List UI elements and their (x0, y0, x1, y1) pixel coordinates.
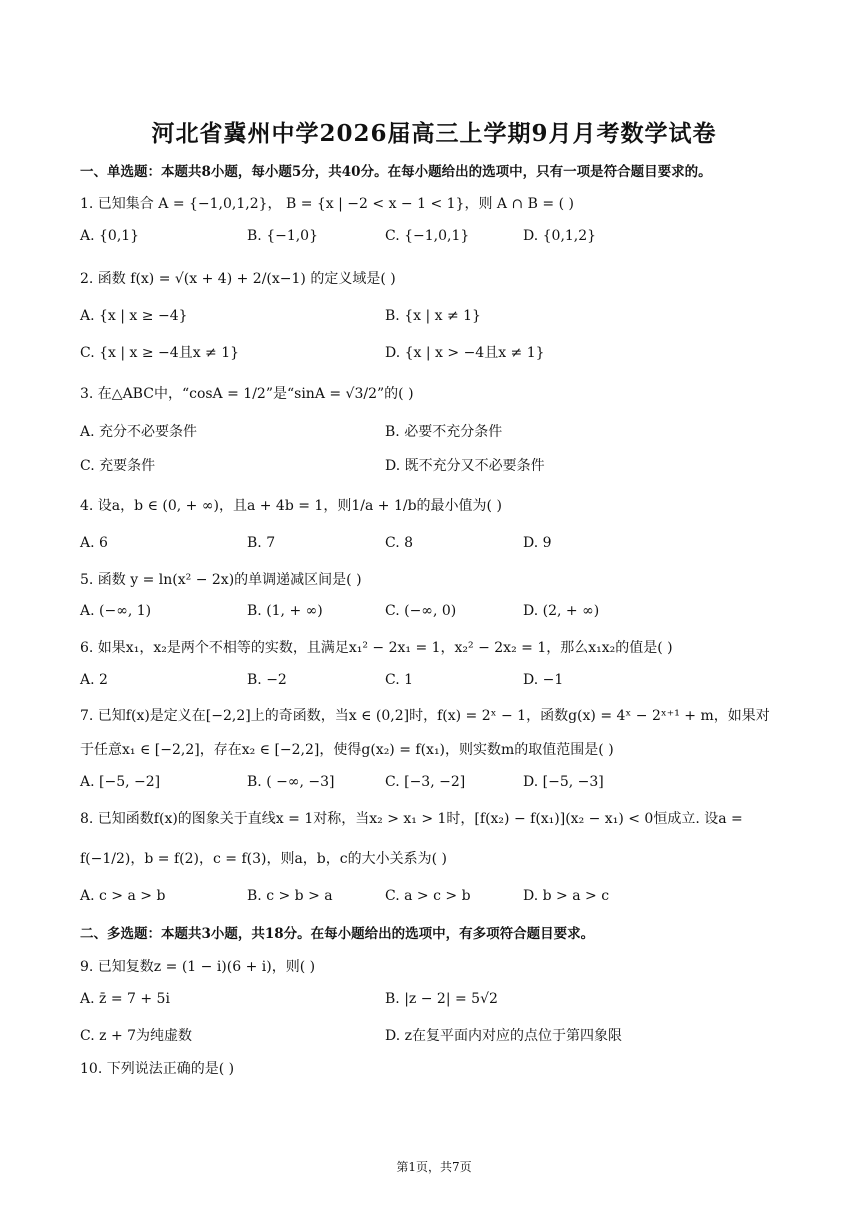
q2-option-d: D. {x | x > −4且x ≠ 1} (385, 345, 545, 361)
q6-option-b: B. −2 (247, 672, 287, 688)
q4-option-c: C. 8 (385, 535, 414, 551)
q7-option-b: B. ( −∞, −3] (247, 774, 335, 790)
q9-option-b: B. |z − 2| = 5√2 (385, 991, 498, 1007)
q4-option-b: B. 7 (247, 535, 276, 551)
q4-option-a: A. 6 (80, 535, 108, 551)
q1-option-d: D. {0,1,2} (523, 228, 597, 244)
q4-option-d: D. 9 (523, 535, 552, 551)
q5-option-d: D. (2, + ∞) (523, 603, 600, 619)
q6-option-d: D. −1 (523, 672, 564, 688)
q7-option-a: A. [−5, −2] (80, 774, 161, 790)
q9-option-c: C. z + 7为纯虚数 (80, 1028, 193, 1044)
section-2-header: 二、多选题：本题共3小题，共18分。在每小题给出的选项中，有多项符合题目要求。 (80, 926, 595, 942)
question-10: 10. 下列说法正确的是( ) (80, 1061, 235, 1077)
question-3: 3. 在△ABC中，“cosA = 1/2”是“sinA = √3/2”的( ) (80, 386, 414, 402)
q2-option-b: B. {x | x ≠ 1} (385, 308, 481, 324)
q7-option-c: C. [−3, −2] (385, 774, 466, 790)
exam-title: 河北省冀州中学2026届高三上学期9月月考数学试卷 (151, 120, 717, 147)
q5-option-b: B. (1, + ∞) (247, 603, 323, 619)
q9-option-d: D. z在复平面内对应的点位于第四象限 (385, 1028, 623, 1044)
q3-option-b: B. 必要不充分条件 (385, 424, 503, 440)
q6-option-a: A. 2 (80, 672, 108, 688)
q9-option-a: A. z̄ = 7 + 5i (80, 991, 170, 1007)
q5-option-a: A. (−∞, 1) (80, 603, 152, 619)
question-7-line-2: 于任意x₁ ∈ [−2,2]，存在x₂ ∈ [−2,2]，使得g(x₂) = f(x₁)，则实数m的取值范围是( ) (80, 742, 614, 758)
question-2: 2. 函数 f(x) = √(x + 4) + 2/(x−1) 的定义域是( ) (80, 271, 396, 287)
question-9: 9. 已知复数z = (1 − i)(6 + i)，则( ) (80, 959, 316, 975)
q2-option-c: C. {x | x ≥ −4且x ≠ 1} (80, 345, 240, 361)
q2-option-a: A. {x | x ≥ −4} (80, 308, 188, 324)
q7-option-d: D. [−5, −3] (523, 774, 604, 790)
q8-option-c: C. a > c > b (385, 888, 471, 904)
question-5: 5. 函数 y = ln(x² − 2x)的单调递减区间是( ) (80, 572, 362, 588)
question-7-line-1: 7. 已知f(x)是定义在[−2,2]上的奇函数，当x ∈ (0,2]时，f(x) = 2ˣ − 1，函数g(x) = 4ˣ − 2ˣ⁺¹ + m，如果对 (80, 708, 770, 724)
q1-option-b: B. {−1,0} (247, 228, 318, 244)
q8-option-d: D. b > a > c (523, 888, 610, 904)
question-4: 4. 设a，b ∈ (0, + ∞)，且a + 4b = 1，则1/a + 1/b的最小值为( ) (80, 498, 502, 514)
question-8-line-2: f(−1/2)，b = f(2)，c = f(3)，则a，b，c的大小关系为( ) (80, 851, 447, 867)
section-1-header: 一、单选题：本题共8小题，每小题5分，共40分。在每小题给出的选项中，只有一项是符合题目要求的。 (80, 164, 712, 180)
q3-option-c: C. 充要条件 (80, 458, 156, 474)
q6-option-c: C. 1 (385, 672, 414, 688)
q3-option-a: A. 充分不必要条件 (80, 424, 198, 440)
q5-option-c: C. (−∞, 0) (385, 603, 457, 619)
question-1: 1. 已知集合 A = {−1,0,1,2}， B = {x | −2 < x − 1 < 1}，则 A ∩ B = ( ) (80, 196, 574, 212)
q8-option-b: B. c > b > a (247, 888, 333, 904)
question-6: 6. 如果x₁，x₂是两个不相等的实数，且满足x₁² − 2x₁ = 1，x₂² − 2x₂ = 1，那么x₁x₂的值是( ) (80, 640, 673, 656)
page-footer: 第1页，共7页 (396, 1160, 472, 1174)
q1-option-c: C. {−1,0,1} (385, 228, 470, 244)
question-8-line-1: 8. 已知函数f(x)的图象关于直线x = 1对称，当x₂ > x₁ > 1时，[f(x₂) − f(x₁)](x₂ − x₁) < 0恒成立. 设a = (80, 811, 743, 827)
q1-option-a: A. {0,1} (80, 228, 140, 244)
q8-option-a: A. c > a > b (80, 888, 166, 904)
q3-option-d: D. 既不充分又不必要条件 (385, 458, 545, 474)
